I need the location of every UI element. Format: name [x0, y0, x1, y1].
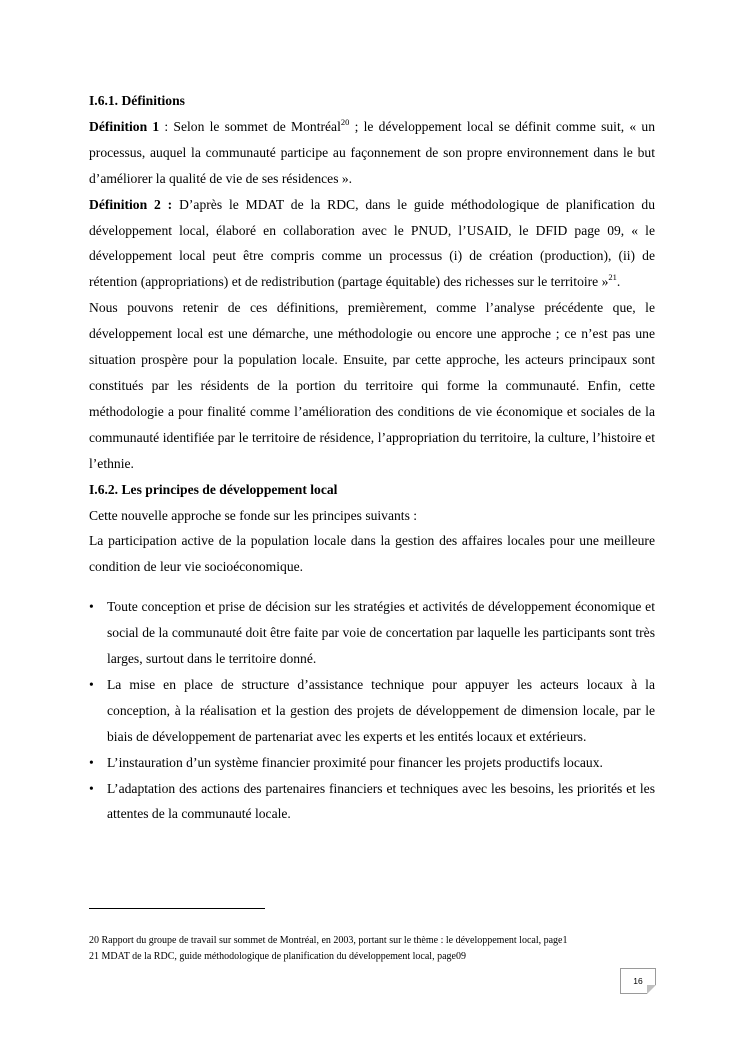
footnote-21: 21 MDAT de la RDC, guide méthodologique de planification du développement local, page09	[89, 950, 466, 962]
footnote-20: 20 Rapport du groupe de travail sur sommet de Montréal, en 2003, portant sur le thème : le développement local, page1	[89, 935, 568, 946]
definition-1-label: Définition 1	[89, 118, 160, 134]
section-heading-principles: I.6.2. Les principes de développement local	[89, 481, 338, 497]
section-heading-definitions: I.6.1. Définitions	[89, 93, 185, 108]
definition-2	[89, 192, 655, 296]
page-number: 16	[633, 976, 643, 986]
list-item	[89, 594, 655, 672]
bullet-icon: •	[89, 599, 94, 615]
definition-1-text-b: ; le développement local se définit comme suit, « un processus, auquel la communauté participe au façonnement de son propre environnement dans le but d’améliorer la qualité de vie de ses résidences ».	[89, 118, 655, 186]
list-item-text: La mise en place de structure d’assistance technique pour appuyer les acteurs locaux à la conception, à la réalisation et la gestion des projets de développement de dimension locale, par le biais de développement de partenariat avec les experts et les entités locaux et extérieurs.	[107, 676, 655, 744]
footnotes	[89, 933, 655, 964]
list-item-text: Toute conception et prise de décision sur les stratégies et activités de développement économique et social de la communauté doit être faite par voie de concertation par laquelle les participants sont très larges, surtout dans le territoire donné.	[107, 599, 655, 667]
definition-2-text-a: D’après le MDAT de la RDC, dans le guide méthodologique de planification du développement local, élaboré en collaboration avec le PNUD, l’USAID, le DFID page 09, « le développement local peut être compris comme un processus (i) de création (production), (ii) de rétention (appropriations) et de redistribution (partage équitable) des richesses sur le territoire »	[89, 196, 655, 290]
bullet-icon: •	[89, 754, 94, 770]
document-body	[89, 88, 655, 827]
summary-paragraph: Nous pouvons retenir de ces définitions, premièrement, comme l’analyse précédente que, le développement local est une démarche, une méthodologie ou encore une approche ; ce n’est pas une situation prospère pour la population locale. Ensuite, par cette approche, les acteurs principaux sont constitués par les résidents de la portion du territoire qui forme la communauté. Enfin, cette méthodologie a pour finalité comme l’amélioration des conditions de vie économique et sociales de la communauté identifiée par le territoire de résidence, l’appropriation du territoire, la culture, l’histoire et l’ethnie.	[89, 300, 655, 471]
list-item	[89, 776, 655, 828]
principles-lead: La participation active de la population locale dans la gestion des affaires locales pour une meilleure condition de leur vie socioéconomique.	[89, 533, 655, 575]
page-curl-icon	[647, 985, 656, 994]
definition-2-text-b: .	[616, 274, 621, 290]
footnote-ref-21[interactable]: 21	[608, 272, 617, 283]
list-item	[89, 750, 655, 776]
bullet-icon: •	[89, 780, 94, 796]
page-number-box	[620, 968, 656, 994]
list-item-text: L’adaptation des actions des partenaires financiers et techniques avec les besoins, les priorités et les attentes de la communauté locale.	[107, 780, 655, 822]
list-item-text: L’instauration d’un système financier proximité pour financer les projets productifs locaux.	[107, 754, 603, 770]
principles-intro: Cette nouvelle approche se fonde sur les principes suivants :	[89, 507, 418, 523]
principles-list	[89, 594, 655, 827]
definition-1	[89, 114, 655, 192]
list-item	[89, 672, 655, 750]
definition-1-text-a: : Selon le sommet de Montréal	[159, 118, 341, 134]
bullet-icon: •	[89, 676, 94, 692]
footnote-separator	[89, 908, 265, 909]
definition-2-label: Définition 2 :	[89, 196, 173, 212]
footnote-ref-20[interactable]: 20	[340, 116, 350, 127]
